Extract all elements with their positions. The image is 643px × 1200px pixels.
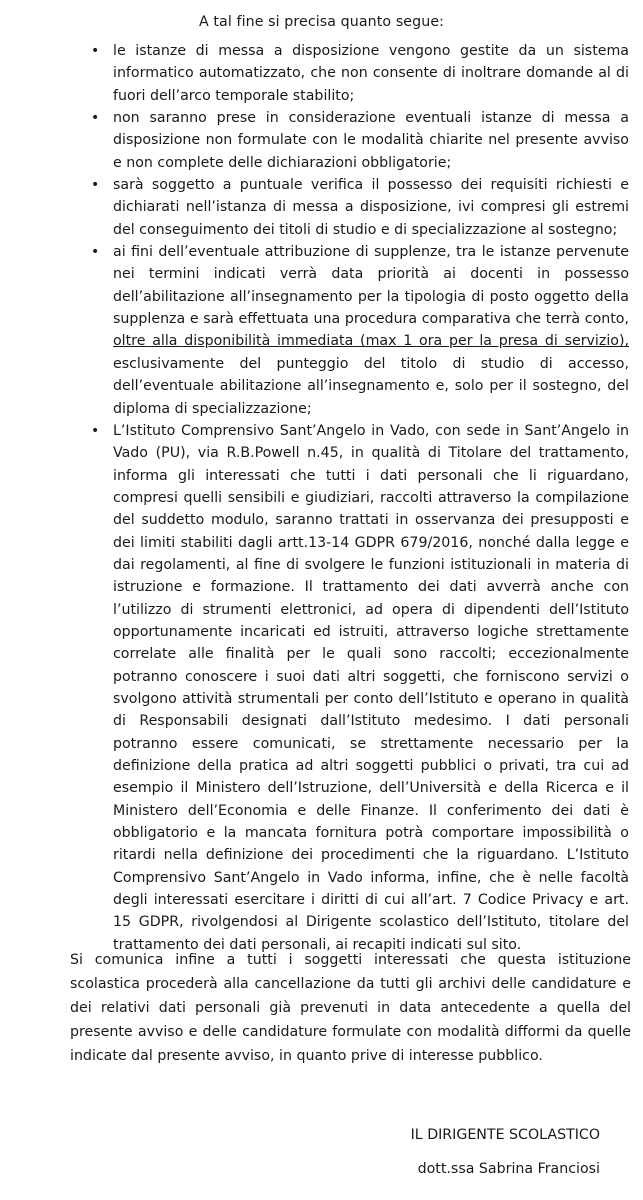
list-item-text-after: esclusivamente del punteggio del titolo di studio di accesso, dell’eventuale abilitazione all’insegnamento e, solo per il sostegno, del diploma di specializzazione; [113, 355, 629, 417]
list-item-text-before: ai fini dell’eventuale attribuzione di supplenze, tra le istanze pervenute nei termini indicati verrà data priorità ai docenti in possesso dell’abilitazione all’insegnamento per la tipologia di posto oggetto della supplenza e sarà effettuata una procedura comparativa che terrà conto, [113, 244, 629, 328]
bullet-marker: • [91, 177, 100, 194]
closing-paragraph: Si comunica infine a tutti i soggetti interessati che questa istituzione scolastica procederà alla cancellazione da tutti gli archivi delle candidature e dei relativi dati personali già prevenuti in data antecedente a quella del presente avviso e delle candidature formulate con modalità difformi da quelle indicate dal presente avviso, in quanto prive di interesse pubblico. [70, 952, 631, 1065]
list-item-text: L’Istituto Comprensivo Sant’Angelo in Vado, con sede in Sant’Angelo in Vado (PU), via R.B.Powell n.45, in qualità di Titolare del trattamento, informa gli interessati che tutti i dati personali che li riguardano, compresi quelli sensibili e giudiziari, raccolti attraverso la compilazione del suddetto modulo, saranno trattati in osservanza dei presupposti e dei limiti stabiliti dagli artt.13-14 GDPR 679/2016, nonché dalla legge e dai regolamenti, al fine di svolgere le funzioni istituzionali in materia di istruzione e formazione. Il trattamento dei dati avverrà anche con l’utilizzo di strumenti elettronici, ad opera di dipendenti dell’Istituto opportunamente incaricati ed istruiti, attraverso logiche strettamente correlate alle finalità per le quali sono raccolti; eccezionalmente potranno conoscere i suoi dati altri soggetti, che forniscono servizi o svolgono attività strumentali per conto dell’Istituto e operano in qualità di Responsabili designati dall’Istituto medesimo. I dati personali potranno essere comunicati, se strettamente necessario per la definizione della pratica ad altri soggetti pubblici o privati, tra cui ad esempio il Ministero dell’Istruzione, dell’Università e della Ricerca e il Ministero dell’Economia e delle Finanze. Il conferimento dei dati è obbligatorio e la mancata fornitura potrà comportare impossibilità o ritardi nella definizione dei procedimenti che la riguardano. L’Istituto Comprensivo Sant’Angelo in Vado informa, infine, che è nelle facoltà degli interessati esercitare i diritti di cui all’art. 7 Codice Privacy e art. 15 GDPR, rivolgendosi al Dirigente scolastico dell’Istituto, titolare del trattamento dei dati personali, ai recapiti indicati sul sito. [113, 422, 629, 953]
list-item [91, 420, 629, 956]
bullet-marker: • [91, 244, 100, 261]
bullet-marker: • [91, 43, 100, 59]
bullet-marker: • [91, 422, 100, 439]
list-item-text: non saranno prese in considerazione eventuali istanze di messa a disposizione non formulate con le modalità chiarite nel presente avviso e non complete delle dichiarazioni obbligatorie; [113, 110, 629, 171]
signature-name: dott.ssa Sabrina Franciosi [417, 1161, 600, 1177]
intro-line: A tal fine si precisa quanto segue: [198, 14, 445, 30]
list-item [91, 241, 629, 420]
list-item [91, 40, 629, 107]
list-item-text: le istanze di messa a disposizione vengono gestite da un sistema informatico automatizzato, che non consente di inoltrare domande al di fuori dell’arco temporale stabilito; [113, 43, 629, 104]
bullet-marker: • [91, 110, 100, 127]
underlined-phrase: oltre alla disponibilità immediata (max 1 ora per la presa di servizio), [113, 333, 629, 350]
list-item [91, 107, 629, 174]
list-item-text: sarà soggetto a puntuale verifica il possesso dei requisiti richiesti e dichiarati nell’istanza di messa a disposizione, ivi compresi gli estremi del conseguimento dei titoli di studio e di specializzazione al sostegno; [113, 177, 629, 238]
conditions-list [0, 40, 643, 956]
list-item [91, 174, 629, 241]
signature-role: IL DIRIGENTE SCOLASTICO [410, 1127, 600, 1143]
